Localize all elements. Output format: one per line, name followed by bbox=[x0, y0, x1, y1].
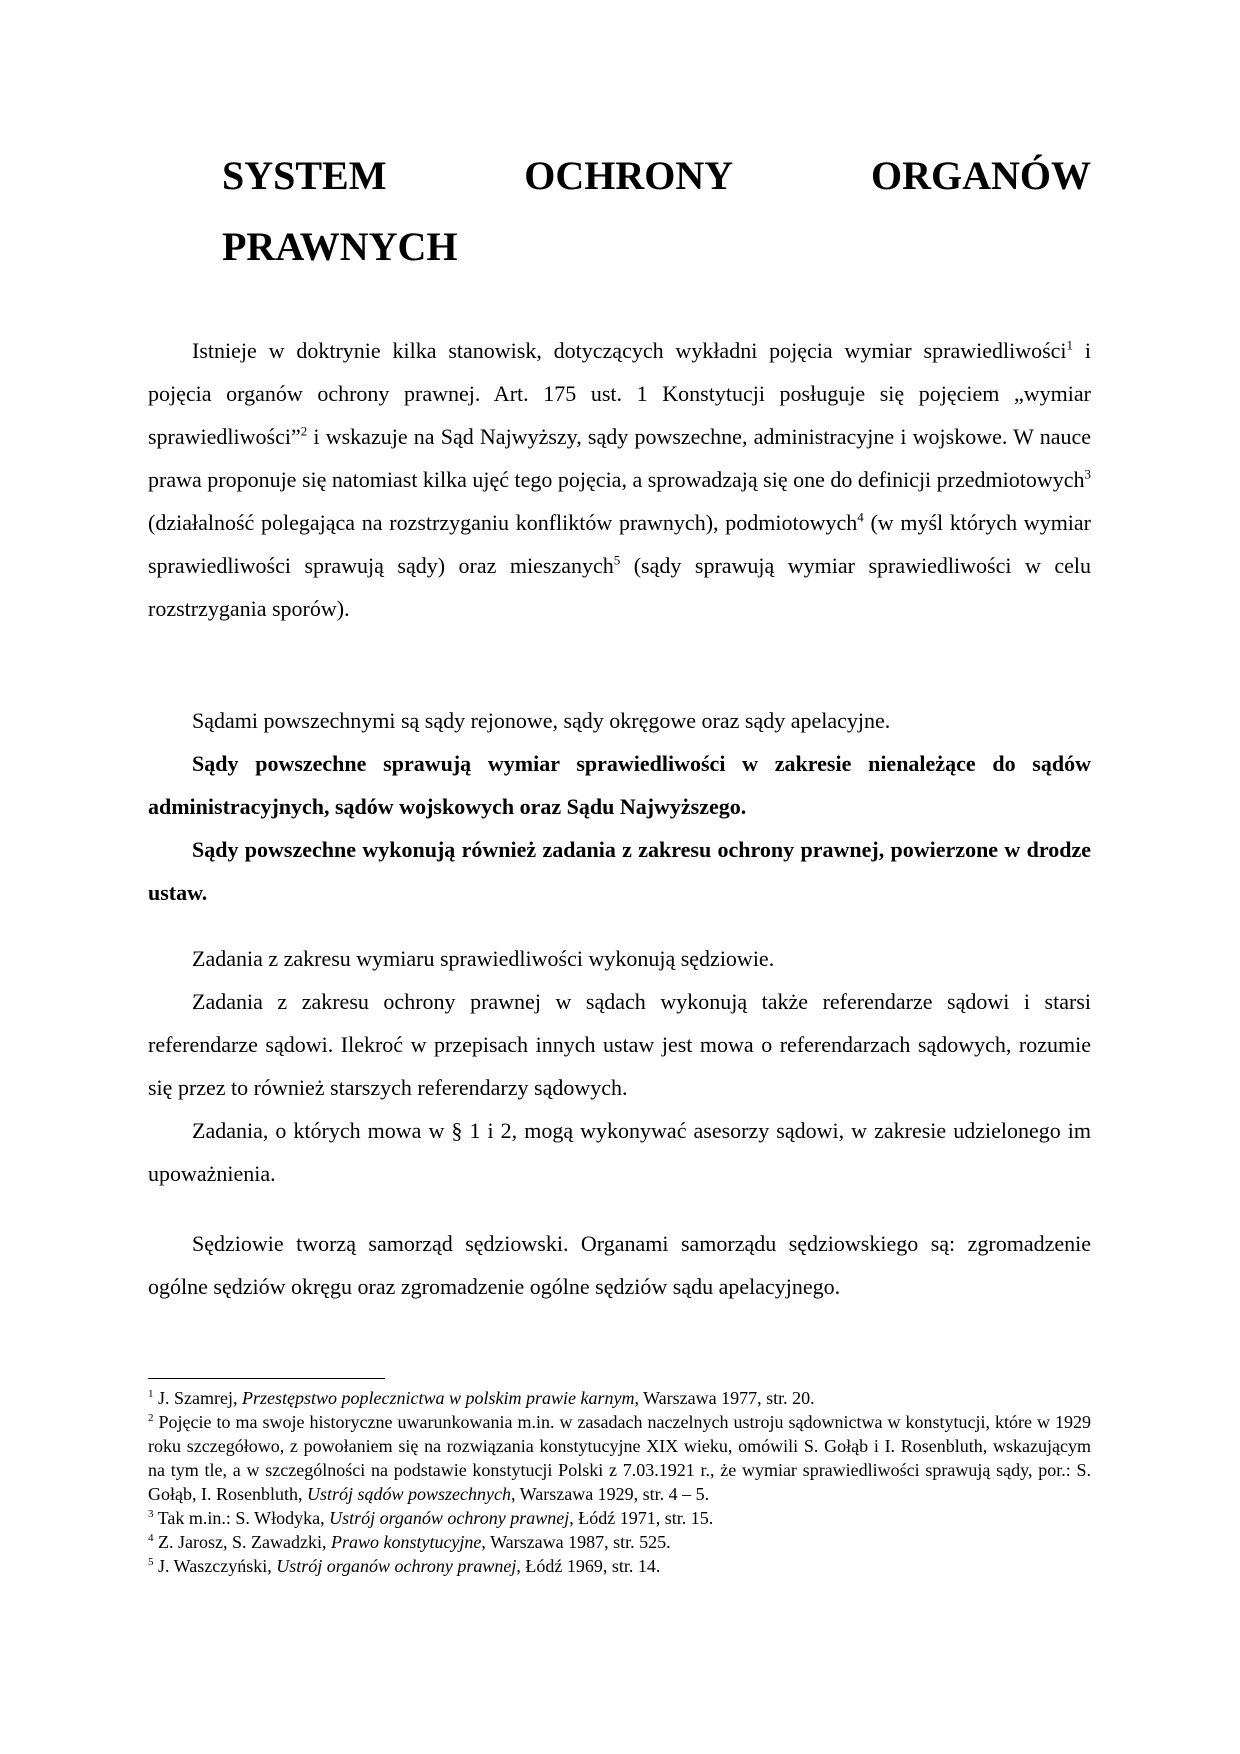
title-word: ORGANÓW bbox=[870, 153, 1091, 198]
footnote-number: 1 bbox=[148, 1388, 154, 1400]
text-run: (sądy sprawują wymiar sprawiedliwości w celu rozstrzygania sporów). bbox=[148, 553, 1091, 621]
intro-section bbox=[148, 329, 1091, 630]
text-run: i pojęcia organów ochrony prawnej. Art. 175 ust. 1 Konstytucji posługuje się pojęciem „wymiar sprawiedliwości” bbox=[148, 338, 1091, 449]
text-run: J. Szamrej, bbox=[153, 1388, 242, 1408]
text-run: J. Waszczyński, bbox=[153, 1556, 277, 1576]
text-run: Istnieje w doktrynie kilka stanowisk, dotyczących wykładni pojęcia wymiar sprawiedliwości bbox=[192, 338, 1067, 363]
paragraph: Zadania, o których mowa w § 1 i 2, mogą wykonywać asesorzy sądowi, w zakresie udzielonego im upoważnienia. bbox=[148, 1118, 1091, 1186]
text-run: , Łódź 1969, str. 14. bbox=[516, 1556, 661, 1576]
text-run: , Warszawa 1987, str. 525. bbox=[481, 1532, 671, 1552]
paragraph: Zadania z zakresu ochrony prawnej w sądach wykonują także referendarze sądowi i starsi referendarze sądowi. Ilekroć w przepisach innych ustaw jest mowa o referendarzach sądowych, rozumie się przez to również starszych referendarzy sądowych. bbox=[148, 989, 1091, 1100]
footnote-separator bbox=[148, 1378, 385, 1379]
text-run: i wskazuje na Sąd Najwyższy, sądy powszechne, administracyjne i wojskowe. W nauce prawa proponuje się natomiast kilka ujęć tego pojęcia, a sprowadzają się one do definicji przedmiotowych bbox=[148, 424, 1091, 492]
citation-title: Ustrój organów ochrony prawnej bbox=[329, 1508, 570, 1528]
footnote bbox=[148, 1506, 1091, 1530]
paragraph: Zadania z zakresu wymiaru sprawiedliwości wykonują sędziowie. bbox=[192, 946, 775, 971]
bold-paragraph: Sądy powszechne sprawują wymiar sprawiedliwości w zakresie nienależące do sądów administracyjnych, sądów wojskowych oraz Sądu Najwyższego. bbox=[148, 751, 1091, 819]
footnotes bbox=[148, 1386, 1091, 1578]
footnote-number: 3 bbox=[148, 1508, 154, 1520]
footnote-number: 2 bbox=[148, 1412, 154, 1424]
footnote bbox=[148, 1530, 1091, 1554]
text-run: , Łódź 1971, str. 15. bbox=[569, 1508, 714, 1528]
document-title bbox=[222, 140, 1091, 282]
title-word: SYSTEM bbox=[222, 153, 387, 198]
paragraph: Sądami powszechnymi są sądy rejonowe, sądy okręgowe oraz sądy apelacyjne. bbox=[192, 708, 891, 733]
citation-title: Ustrój sądów powszechnych bbox=[307, 1484, 511, 1504]
citation-title: Prawo konstytucyjne bbox=[330, 1532, 482, 1552]
text-run: (działalność polegająca na rozstrzyganiu konfliktów prawnych), podmiotowych bbox=[148, 510, 858, 535]
text-run: (w myśl których wymiar sprawiedliwości sprawują sądy) oraz mieszanych bbox=[148, 510, 1092, 578]
text-run: Pojęcie to ma swoje historyczne uwarunkowania m.in. w zasadach naczelnych ustroju sądownictwa w konstytucji, które w 1929 roku szczegółowo, z powołaniem się na rozwiązania konstytucyjne XIX wieku, omówili S. Gołąb i I. Rosenbluth, wskazującym na tym tle, a w szczególności na podstawie konstytucji Polski z 7.03.1921 r., że wymiar sprawiedliwości sprawują sądy, por.: S. Gołąb, I. Rosenbluth, bbox=[148, 1412, 1091, 1504]
title-word: OCHRONY bbox=[524, 153, 734, 198]
citation-title: Ustrój organów ochrony prawnej bbox=[276, 1556, 517, 1576]
title-word: PRAWNYCH bbox=[222, 224, 458, 269]
self-government-section bbox=[148, 1222, 1091, 1308]
citation-title: Przestępstwo poplecznictwa w polskim prawie karnym bbox=[241, 1388, 635, 1408]
text-run: , Warszawa 1929, str. 4 – 5. bbox=[511, 1484, 710, 1504]
footnote bbox=[148, 1410, 1091, 1506]
footnote-number: 5 bbox=[148, 1556, 154, 1568]
footnote-ref: 4 bbox=[857, 509, 864, 525]
footnote-ref: 2 bbox=[300, 423, 308, 439]
text-run: Z. Jarosz, S. Zawadzki, bbox=[153, 1532, 331, 1552]
intro-paragraph bbox=[148, 329, 1091, 630]
courts-section bbox=[148, 699, 1091, 914]
footnote bbox=[148, 1386, 1091, 1410]
footnote bbox=[148, 1554, 1091, 1578]
footnote-number: 4 bbox=[148, 1532, 154, 1544]
footnote-ref: 5 bbox=[613, 552, 621, 568]
text-run: , Warszawa 1977, str. 20. bbox=[634, 1388, 815, 1408]
footnote-ref: 3 bbox=[1084, 466, 1092, 482]
footnote-ref: 1 bbox=[1066, 337, 1074, 353]
text-run: Tak m.in.: S. Włodyka, bbox=[153, 1508, 330, 1528]
paragraph: Sędziowie tworzą samorząd sędziowski. Organami samorządu sędziowskiego są: zgromadzenie ogólne sędziów okręgu oraz zgromadzenie ogólne sędziów sądu apelacyjnego. bbox=[148, 1231, 1091, 1299]
bold-paragraph: Sądy powszechne wykonują również zadania z zakresu ochrony prawnej, powierzone w drodze ustaw. bbox=[148, 837, 1091, 905]
tasks-section bbox=[148, 937, 1091, 1195]
